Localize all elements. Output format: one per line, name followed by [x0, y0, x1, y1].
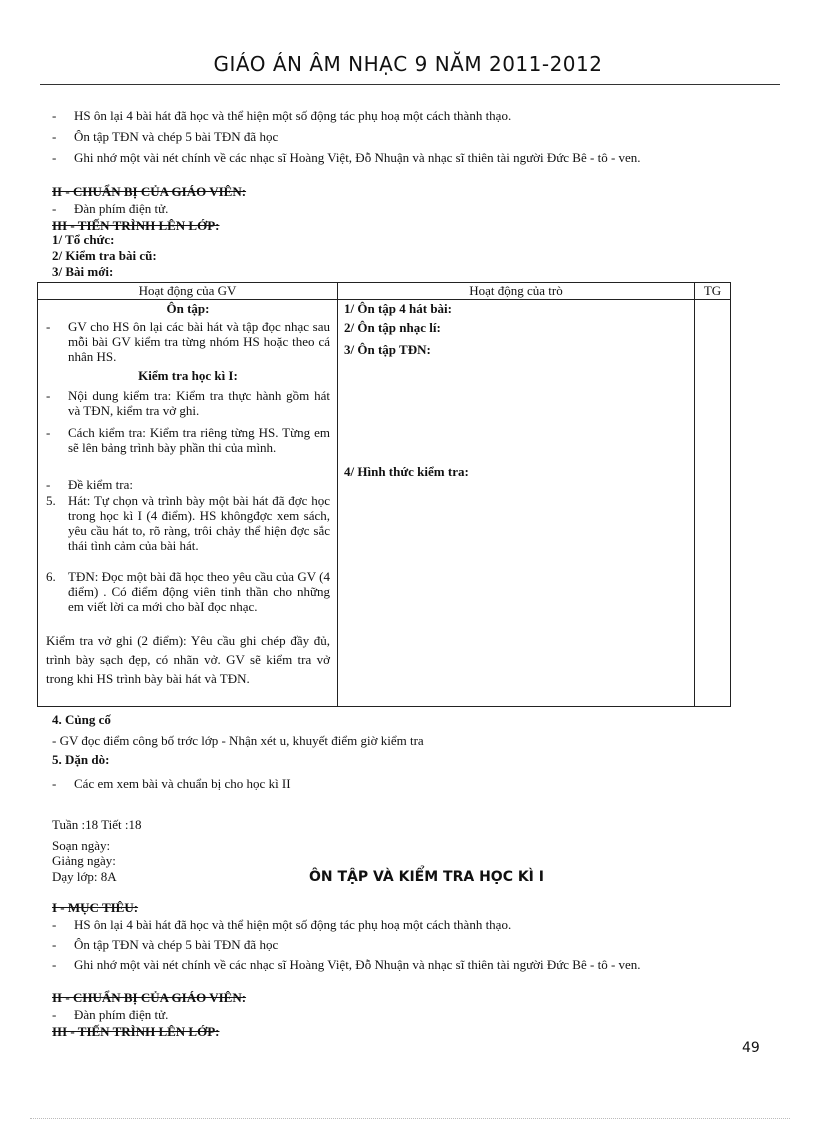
lesson-plan-table — [37, 282, 731, 707]
step-to-chuc: 1/ Tổ chức: — [52, 232, 115, 247]
tro-item-3: 3/ Ôn tập TĐN: — [344, 342, 431, 357]
gv-activity-cell: Ôn tập: - GV cho HS ôn lại các bài hát và tập đọc nhạc sau mỗi bài GV kiểm tra từng nhóm HS hoặc theo cá nhân HS. Kiểm tra học kì I: - Nội dung kiểm tra: Kiểm tra thực hành gồm hát và TĐN, kiểm tra vở ghi. - Cách kiểm tra: Kiểm tra riêng từng HS. Từng em sẽ lên bảng trình bày phần thi của mình. - Đề kiểm tra: 5. Hát: Tự chọn và trình bày một bài hát đã đợc học trong học kì I (4 điểm). HS khôngđợc xem sách, yêu cầu hát to, rõ ràng, trôi chảy thể hiện đợc sắc thái tình cảm của bài hát. 6. TĐN: Đọc một bài đã học theo yêu cầu của GV (4 điểm) . Có điểm động viên tinh thần cho những em viết lời ca mới cho bàI đọc nhạc. Kiểm tra vở ghi (2 điểm): Yêu cầu ghi chép đầy đủ, trình bày sạch đẹp, có nhãn vở. GV sẽ kiểm tra vở trong khi HS trình bày bài hát và TĐN. — [38, 300, 338, 707]
lesson-day: Dạy lớp: 8A — [52, 869, 117, 884]
noi-dung-item: Nội dung kiểm tra: Kiểm tra thực hành gồm hát và TĐN, kiểm tra vở ghi. — [68, 388, 330, 418]
section1-heading: I - MỤC TIÊU: — [52, 900, 139, 915]
de-item: Đề kiểm tra: — [68, 477, 133, 492]
section3-heading: III - TIẾN TRÌNH LÊN LỚP: — [52, 218, 220, 233]
tdn-item: TĐN: Đọc một bài đã học theo yêu cầu của GV (4 điểm) . Có điểm động viên tinh thần cho những em viết lời ca mới cho bàI đọc nhạc. — [68, 569, 330, 614]
lesson-title: ÔN TẬP VÀ KIỂM TRA HỌC KÌ I — [309, 869, 544, 885]
lesson-tuan: Tuần :18 Tiết :18 — [52, 817, 142, 832]
on-tap-item: GV cho HS ôn lại các bài hát và tập đọc nhạc sau mỗi bài GV kiểm tra từng nhóm HS hoặc theo cá nhân HS. — [68, 319, 330, 364]
step-bai-moi: 3/ Bài mới: — [52, 264, 114, 279]
vo-ghi-item: Kiểm tra vở ghi (2 điểm): Yêu cầu ghi chép đầy đủ, trình bày sạch đẹp, có nhãn vở. GV sẽ kiểm tra vở trong khi HS trình bày bài hát và TĐN. — [46, 633, 330, 686]
table-header-tg: TG — [695, 283, 731, 300]
page-header-title: GIÁO ÁN ÂM NHẠC 9 NĂM 2011-2012 — [213, 52, 603, 76]
table-header-gv: Hoạt động của GV — [38, 283, 338, 300]
tro-activity-cell — [338, 300, 695, 707]
section2-heading-repeat: II - CHUẨN BỊ CỦA GIÁO VIÊN: — [52, 990, 247, 1005]
header-rule — [40, 84, 780, 85]
tg-cell — [695, 300, 731, 707]
page-number: 49 — [742, 1040, 760, 1056]
kiem-tra-title: Kiểm tra học kì I: — [138, 368, 238, 383]
table-header-tro: Hoạt động của trò — [338, 283, 695, 300]
tro-item-4: 4/ Hình thức kiểm tra: — [344, 464, 469, 479]
hat-item: Hát: Tự chọn và trình bày một bài hát đã đợc học trong học kì I (4 điểm). HS khôngđợc xem sách, yêu cầu hát to, rõ ràng, trôi chảy thể hiện đợc sắc thái tình cảm của bài hát. — [68, 493, 330, 553]
tro-item-1: 1/ Ôn tập 4 hát bài: — [344, 301, 452, 316]
lesson-giang: Giảng ngày: — [52, 853, 116, 868]
section2-heading: II - CHUẨN BỊ CỦA GIÁO VIÊN: — [52, 184, 247, 199]
dan-do-heading: 5. Dặn dò: — [52, 752, 110, 767]
on-tap-title: Ôn tập: — [166, 301, 210, 316]
step-kiem-tra: 2/ Kiểm tra bài cũ: — [52, 248, 157, 263]
lesson-soan: Soạn ngày: — [52, 838, 111, 853]
tro-item-2: 2/ Ôn tập nhạc lí: — [344, 320, 441, 335]
cung-co-heading: 4. Củng cố — [52, 712, 111, 727]
cung-co-text: - GV đọc điểm công bố trớc lớp - Nhận xét u, khuyết điểm giờ kiểm tra — [52, 733, 424, 748]
footer-rule — [30, 1118, 790, 1119]
cach-item: Cách kiểm tra: Kiểm tra riêng từng HS. Từng em sẽ lên bảng trình bày phần thi của mình. — [68, 425, 330, 455]
section3-heading-repeat: III - TIẾN TRÌNH LÊN LỚP: — [52, 1024, 220, 1039]
